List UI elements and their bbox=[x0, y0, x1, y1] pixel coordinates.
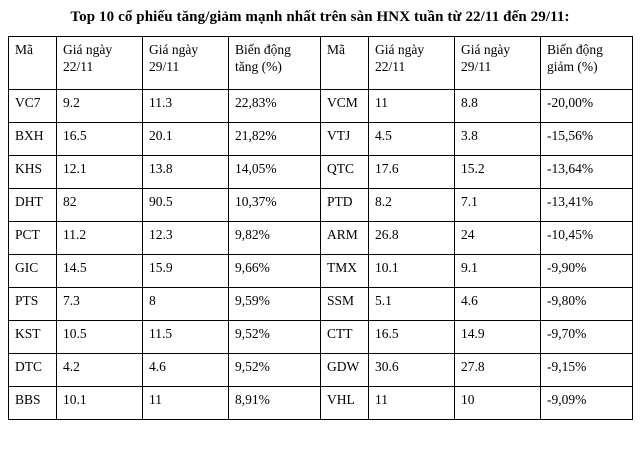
cell-price-2911-gainer: 4.6 bbox=[143, 354, 229, 387]
cell-price-2911-loser: 15.2 bbox=[455, 156, 541, 189]
cell-code-loser: PTD bbox=[321, 189, 369, 222]
table-row bbox=[9, 90, 633, 123]
cell-change-down: -9,90% bbox=[541, 255, 633, 288]
cell-price-2911-loser: 7.1 bbox=[455, 189, 541, 222]
cell-code-loser: VCM bbox=[321, 90, 369, 123]
column-header-price-2911-gainers: Giá ngày 29/11 bbox=[143, 37, 229, 90]
table-row bbox=[9, 189, 633, 222]
cell-price-2211-loser: 11 bbox=[369, 387, 455, 420]
cell-price-2211-loser: 26.8 bbox=[369, 222, 455, 255]
cell-price-2911-gainer: 11.3 bbox=[143, 90, 229, 123]
table-row bbox=[9, 321, 633, 354]
cell-price-2211-gainer: 10.5 bbox=[57, 321, 143, 354]
cell-price-2911-gainer: 15.9 bbox=[143, 255, 229, 288]
cell-code-gainer: PTS bbox=[9, 288, 57, 321]
cell-code-gainer: KST bbox=[9, 321, 57, 354]
column-header-code-gainers: Mã bbox=[9, 37, 57, 90]
cell-change-down: -9,15% bbox=[541, 354, 633, 387]
cell-change-up: 9,82% bbox=[229, 222, 321, 255]
cell-code-loser: CTT bbox=[321, 321, 369, 354]
cell-price-2911-loser: 8.8 bbox=[455, 90, 541, 123]
table-row bbox=[9, 288, 633, 321]
cell-price-2911-loser: 3.8 bbox=[455, 123, 541, 156]
cell-price-2211-loser: 17.6 bbox=[369, 156, 455, 189]
cell-change-up: 21,82% bbox=[229, 123, 321, 156]
cell-code-gainer: BBS bbox=[9, 387, 57, 420]
cell-change-down: -10,45% bbox=[541, 222, 633, 255]
cell-change-down: -9,70% bbox=[541, 321, 633, 354]
cell-price-2211-gainer: 11.2 bbox=[57, 222, 143, 255]
cell-price-2211-gainer: 4.2 bbox=[57, 354, 143, 387]
column-header-price-2211-gainers: Giá ngày 22/11 bbox=[57, 37, 143, 90]
column-header-change-down: Biến động giảm (%) bbox=[541, 37, 633, 90]
cell-price-2211-loser: 16.5 bbox=[369, 321, 455, 354]
cell-code-gainer: KHS bbox=[9, 156, 57, 189]
cell-price-2211-gainer: 16.5 bbox=[57, 123, 143, 156]
cell-change-up: 8,91% bbox=[229, 387, 321, 420]
cell-price-2211-loser: 5.1 bbox=[369, 288, 455, 321]
cell-change-up: 14,05% bbox=[229, 156, 321, 189]
cell-change-down: -13,41% bbox=[541, 189, 633, 222]
cell-price-2211-gainer: 12.1 bbox=[57, 156, 143, 189]
cell-price-2911-loser: 9.1 bbox=[455, 255, 541, 288]
cell-price-2911-gainer: 20.1 bbox=[143, 123, 229, 156]
cell-change-up: 9,66% bbox=[229, 255, 321, 288]
cell-change-down: -9,09% bbox=[541, 387, 633, 420]
cell-code-gainer: PCT bbox=[9, 222, 57, 255]
cell-code-gainer: DHT bbox=[9, 189, 57, 222]
table-row bbox=[9, 222, 633, 255]
cell-code-loser: QTC bbox=[321, 156, 369, 189]
cell-code-gainer: BXH bbox=[9, 123, 57, 156]
cell-price-2211-loser: 11 bbox=[369, 90, 455, 123]
cell-change-up: 9,52% bbox=[229, 354, 321, 387]
table-row bbox=[9, 123, 633, 156]
cell-code-gainer: DTC bbox=[9, 354, 57, 387]
cell-price-2211-gainer: 82 bbox=[57, 189, 143, 222]
cell-code-loser: GDW bbox=[321, 354, 369, 387]
cell-price-2211-loser: 10.1 bbox=[369, 255, 455, 288]
table-header-row bbox=[9, 37, 633, 90]
cell-code-loser: ARM bbox=[321, 222, 369, 255]
cell-code-loser: TMX bbox=[321, 255, 369, 288]
column-header-code-losers: Mã bbox=[321, 37, 369, 90]
cell-price-2911-gainer: 11 bbox=[143, 387, 229, 420]
cell-price-2211-loser: 30.6 bbox=[369, 354, 455, 387]
cell-price-2211-loser: 4.5 bbox=[369, 123, 455, 156]
cell-price-2911-loser: 27.8 bbox=[455, 354, 541, 387]
column-header-change-up: Biến động tăng (%) bbox=[229, 37, 321, 90]
cell-price-2211-gainer: 9.2 bbox=[57, 90, 143, 123]
cell-code-loser: SSM bbox=[321, 288, 369, 321]
cell-price-2211-gainer: 10.1 bbox=[57, 387, 143, 420]
column-header-price-2211-losers: Giá ngày 22/11 bbox=[369, 37, 455, 90]
cell-price-2911-loser: 10 bbox=[455, 387, 541, 420]
table-row bbox=[9, 255, 633, 288]
cell-price-2911-gainer: 90.5 bbox=[143, 189, 229, 222]
table-row bbox=[9, 387, 633, 420]
cell-change-up: 10,37% bbox=[229, 189, 321, 222]
cell-change-down: -13,64% bbox=[541, 156, 633, 189]
cell-change-down: -9,80% bbox=[541, 288, 633, 321]
cell-price-2911-loser: 14.9 bbox=[455, 321, 541, 354]
cell-change-up: 9,52% bbox=[229, 321, 321, 354]
column-header-price-2911-losers: Giá ngày 29/11 bbox=[455, 37, 541, 90]
cell-change-down: -20,00% bbox=[541, 90, 633, 123]
table-row bbox=[9, 354, 633, 387]
cell-change-up: 22,83% bbox=[229, 90, 321, 123]
cell-change-up: 9,59% bbox=[229, 288, 321, 321]
stock-movers-table bbox=[8, 36, 633, 420]
cell-price-2911-loser: 24 bbox=[455, 222, 541, 255]
page-title: Top 10 cổ phiếu tăng/giảm mạnh nhất trên sàn HNX tuần từ 22/11 đến 29/11: bbox=[70, 9, 570, 25]
cell-price-2911-gainer: 11.5 bbox=[143, 321, 229, 354]
table-container bbox=[0, 36, 640, 420]
cell-price-2911-loser: 4.6 bbox=[455, 288, 541, 321]
cell-price-2211-loser: 8.2 bbox=[369, 189, 455, 222]
cell-code-gainer: VC7 bbox=[9, 90, 57, 123]
cell-price-2211-gainer: 14.5 bbox=[57, 255, 143, 288]
cell-change-down: -15,56% bbox=[541, 123, 633, 156]
cell-price-2911-gainer: 8 bbox=[143, 288, 229, 321]
table-header bbox=[9, 37, 633, 90]
cell-price-2911-gainer: 12.3 bbox=[143, 222, 229, 255]
cell-code-loser: VHL bbox=[321, 387, 369, 420]
cell-code-loser: VTJ bbox=[321, 123, 369, 156]
table-row bbox=[9, 156, 633, 189]
cell-code-gainer: GIC bbox=[9, 255, 57, 288]
cell-price-2911-gainer: 13.8 bbox=[143, 156, 229, 189]
table-body bbox=[9, 90, 633, 420]
cell-price-2211-gainer: 7.3 bbox=[57, 288, 143, 321]
